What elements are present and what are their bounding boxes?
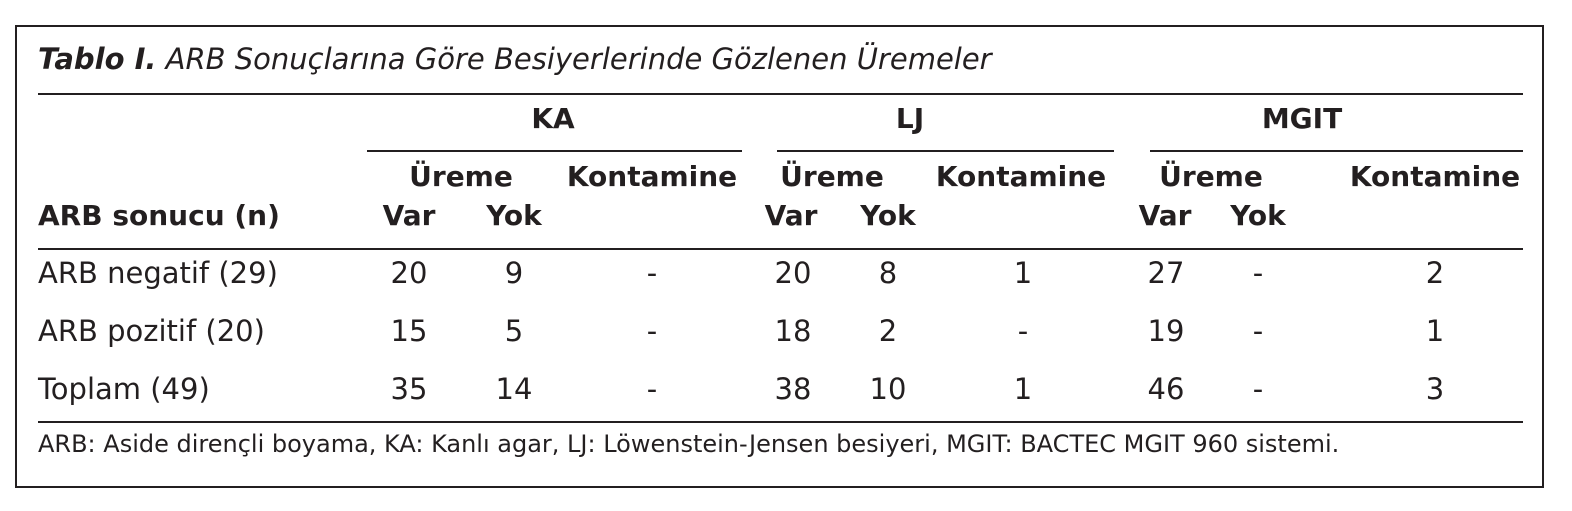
header-rule (38, 248, 1523, 250)
caption-text: ARB Sonuçlarına Göre Besiyerlerinde Gözlenen Üremeler (165, 42, 992, 76)
kontamine-header-mgit: Kontamine (1349, 160, 1521, 193)
table-cell: - (1252, 256, 1264, 290)
kontamine-header-lj: Kontamine (935, 160, 1107, 193)
ureme-header-ka: Üreme (409, 160, 513, 193)
row-label: ARB pozitif (20) (38, 314, 265, 348)
table-cell: 18 (774, 314, 812, 348)
table-cell: 1 (1013, 372, 1033, 406)
caption-label: Tablo I. (38, 42, 157, 76)
var-header-lj: Var (764, 199, 818, 232)
table-cell: 20 (774, 256, 812, 290)
table-cell: 1 (1013, 256, 1033, 290)
yok-header-ka: Yok (486, 199, 542, 232)
table-cell: - (1252, 314, 1264, 348)
group-header-mgit: MGIT (1261, 102, 1343, 135)
group-header-ka: KA (531, 102, 575, 135)
group-rule-ka (367, 150, 742, 152)
table-cell: - (646, 256, 658, 290)
table-cell: 1 (1425, 314, 1445, 348)
ureme-header-lj: Üreme (780, 160, 884, 193)
table-cell: 10 (869, 372, 907, 406)
group-header-lj: LJ (895, 102, 925, 135)
table-cell: 8 (878, 256, 898, 290)
table-caption (38, 42, 992, 76)
table-cell: - (646, 372, 658, 406)
table-cell: - (1017, 314, 1029, 348)
table-footnote: ARB: Aside dirençli boyama, KA: Kanlı agar, LJ: Löwenstein-Jensen besiyeri, MGIT: BACTEC MGIT 960 sistemi. (38, 430, 1340, 458)
yok-header-mgit: Yok (1230, 199, 1286, 232)
table-cell: 38 (774, 372, 812, 406)
ureme-header-mgit: Üreme (1159, 160, 1263, 193)
table-cell: 20 (390, 256, 428, 290)
table-cell: 2 (878, 314, 898, 348)
top-rule (38, 93, 1523, 95)
row-header: ARB sonucu (n) (38, 199, 280, 232)
var-header-ka: Var (382, 199, 436, 232)
table-cell: 3 (1425, 372, 1445, 406)
group-rule-mgit (1150, 150, 1523, 152)
table-cell: 5 (504, 314, 524, 348)
yok-header-lj: Yok (860, 199, 916, 232)
table-cell: 9 (504, 256, 524, 290)
var-header-mgit: Var (1138, 199, 1192, 232)
table-cell: - (646, 314, 658, 348)
table-cell: 46 (1147, 372, 1185, 406)
table-cell: 2 (1425, 256, 1445, 290)
table-cell: 27 (1147, 256, 1185, 290)
kontamine-header-ka: Kontamine (566, 160, 738, 193)
table-cell: - (1252, 372, 1264, 406)
row-label: ARB negatif (29) (38, 256, 278, 290)
table-cell: 35 (390, 372, 428, 406)
table-cell: 19 (1147, 314, 1185, 348)
table-cell: 14 (495, 372, 533, 406)
group-rule-lj (777, 150, 1114, 152)
row-label: Toplam (49) (38, 372, 210, 406)
table-cell: 15 (390, 314, 428, 348)
bottom-rule (38, 421, 1523, 423)
